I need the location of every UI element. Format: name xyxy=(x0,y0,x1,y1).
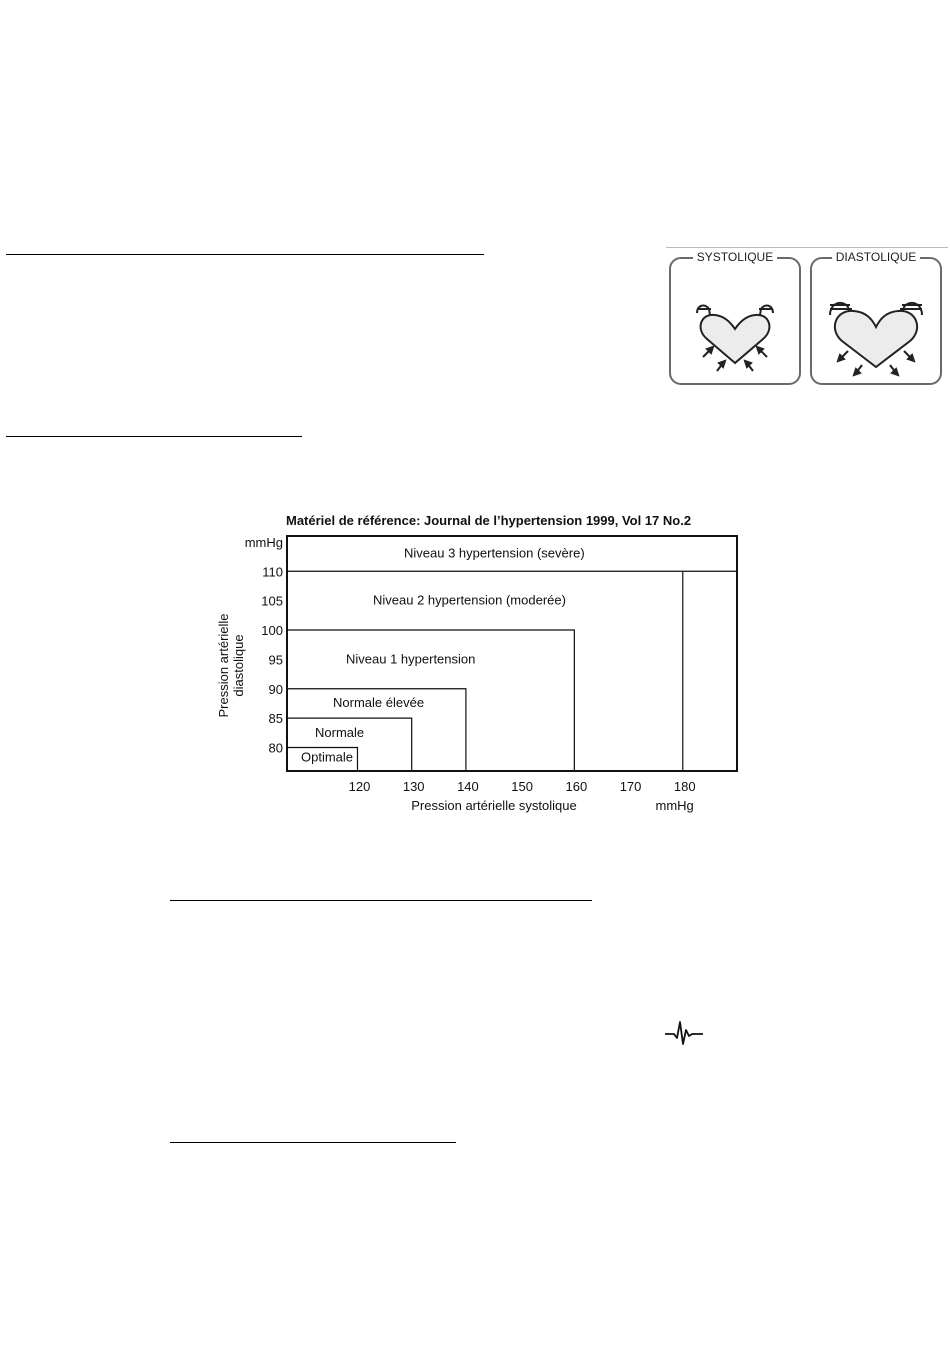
chart-title: Matériel de référence: Journal de l’hypertension 1999, Vol 17 No.2 xyxy=(286,513,692,528)
x-axis-label: Pression artérielle systolique xyxy=(411,798,577,813)
x-tick-label-130: 130 xyxy=(402,779,425,794)
systolic-label: SYSTOLIQUE xyxy=(693,250,777,264)
diastolic-label: DIASTOLIQUE xyxy=(832,250,920,264)
zone-label-optimale: Optimale xyxy=(301,749,354,765)
y-tick-label-110: 110 xyxy=(262,564,283,580)
diastolic-card xyxy=(810,250,942,385)
y-axis-label-line-1: Pression artérielle xyxy=(216,613,231,718)
y-tick-label-90: 90 xyxy=(268,681,283,697)
bp-chart-svg xyxy=(200,505,760,825)
zone-label-niveau-3-hypertension-severe: Niveau 3 hypertension (sevère) xyxy=(404,545,585,561)
x-tick-label-120: 120 xyxy=(348,779,371,794)
zone-label-niveau-2-hypertension-moderee: Niveau 2 hypertension (moderée) xyxy=(373,592,566,608)
y-tick-label-85: 85 xyxy=(268,711,283,727)
x-tick-label-180: 180 xyxy=(673,779,696,794)
section-rule-2 xyxy=(6,436,302,437)
y-axis-label-line-2: diastolique xyxy=(231,634,246,697)
panel-divider xyxy=(666,247,948,248)
y-tick-label-80: 80 xyxy=(268,740,283,756)
zone-label-normale: Normale xyxy=(315,724,365,740)
zone-label-niveau-1-hypertension: Niveau 1 hypertension xyxy=(346,651,476,667)
x-axis-unit: mmHg xyxy=(655,798,694,813)
heart-contracting-icon xyxy=(671,259,799,383)
x-tick-label-150: 150 xyxy=(511,779,533,794)
x-tick-label-140: 140 xyxy=(457,779,479,794)
heart-illustration xyxy=(666,247,948,387)
section-rule-4 xyxy=(170,1142,456,1143)
section-rule-1 xyxy=(6,254,484,255)
section-rule-3 xyxy=(170,900,592,901)
zone-label-normale-elevee: Normale élevée xyxy=(333,694,425,710)
heart-relaxing-icon xyxy=(812,259,940,383)
pulse-wave-icon xyxy=(664,1018,704,1046)
y-tick-label-100: 100 xyxy=(261,623,283,638)
x-tick-label-170: 170 xyxy=(619,779,642,794)
systolic-card xyxy=(669,250,801,385)
y-tick-label-105: 105 xyxy=(261,593,283,609)
y-axis-unit: mmHg xyxy=(244,535,283,550)
bp-classification-chart xyxy=(200,505,760,825)
x-tick-label-160: 160 xyxy=(565,779,588,794)
y-tick-label-95: 95 xyxy=(268,652,283,668)
